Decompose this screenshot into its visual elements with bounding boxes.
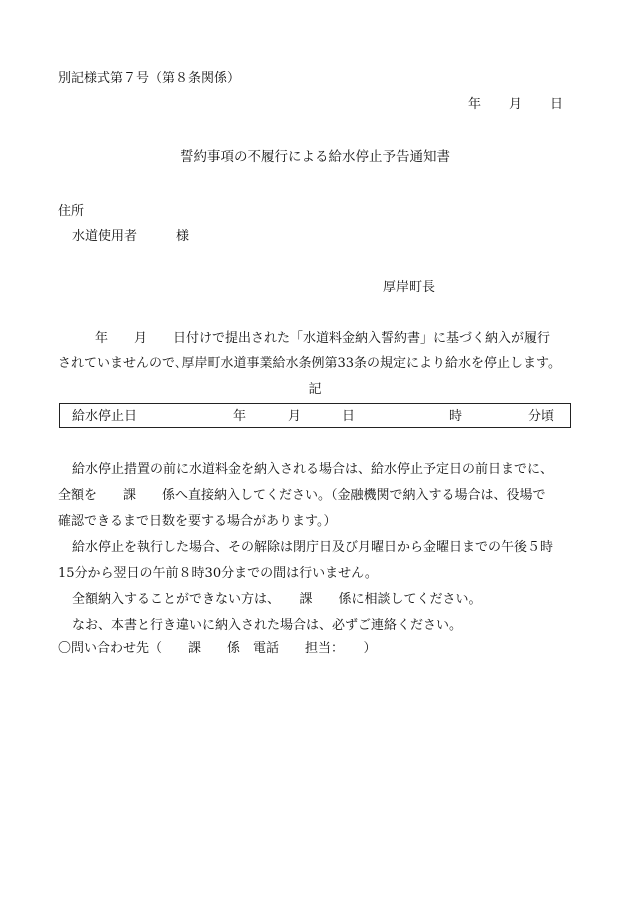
body-line-1: 年 月 日付けで提出された「水道料金納入誓約書」に基づく納入が履行 bbox=[95, 331, 551, 346]
issuer: 厚岸町長 bbox=[383, 280, 436, 295]
document-title: 誓約事項の不履行による給水停止予告通知書 bbox=[180, 149, 450, 165]
stop-hour: 時 bbox=[449, 409, 463, 424]
stop-day: 日 bbox=[342, 409, 356, 424]
form-number: 別記様式第７号（第８条関係） bbox=[58, 71, 241, 86]
body-line-2: されていませんので､厚岸町水道事業給水条例第33条の規定により給水を停止します。 bbox=[58, 356, 562, 371]
ki-heading: 記 bbox=[308, 382, 322, 397]
note2-line-2: 15分から翌日の午前８時30分までの間は行いません。 bbox=[58, 566, 378, 581]
note4: なお、本書と行き違いに納入された場合は、必ずご連絡ください。 bbox=[72, 618, 463, 633]
stop-date-box bbox=[59, 403, 571, 428]
recipient-line: 水道使用者 様 bbox=[72, 229, 190, 244]
date-day: 日 bbox=[550, 97, 564, 112]
note2-line-1: 給水停止を執行した場合、その解除は閉庁日及び月曜日から金曜日までの午後５時 bbox=[72, 540, 554, 555]
contact-line: 〇問い合わせ先（ 課 係 電話 担当： ） bbox=[58, 641, 377, 656]
stop-minute: 分頃 bbox=[528, 409, 555, 424]
date-year: 年 bbox=[468, 97, 482, 112]
issue-date bbox=[468, 97, 563, 113]
note1-line-1: 給水停止措置の前に水道料金を納入される場合は、給水停止予定日の前日までに、 bbox=[72, 462, 554, 477]
stop-date-label: 給水停止日 bbox=[72, 409, 138, 424]
address-label: 住所 bbox=[58, 204, 85, 219]
stop-year: 年 bbox=[233, 409, 247, 424]
stop-month: 月 bbox=[288, 409, 302, 424]
note3: 全額納入することができない方は、 課 係に相談してください。 bbox=[72, 592, 482, 607]
note1-line-3: 確認できるまで日数を要する場合があります。） bbox=[58, 514, 337, 529]
note1-line-2: 全額を 課 係へ直接納入してください。（金融機関で納入する場合は、役場で bbox=[58, 488, 546, 503]
date-month: 月 bbox=[509, 97, 523, 112]
